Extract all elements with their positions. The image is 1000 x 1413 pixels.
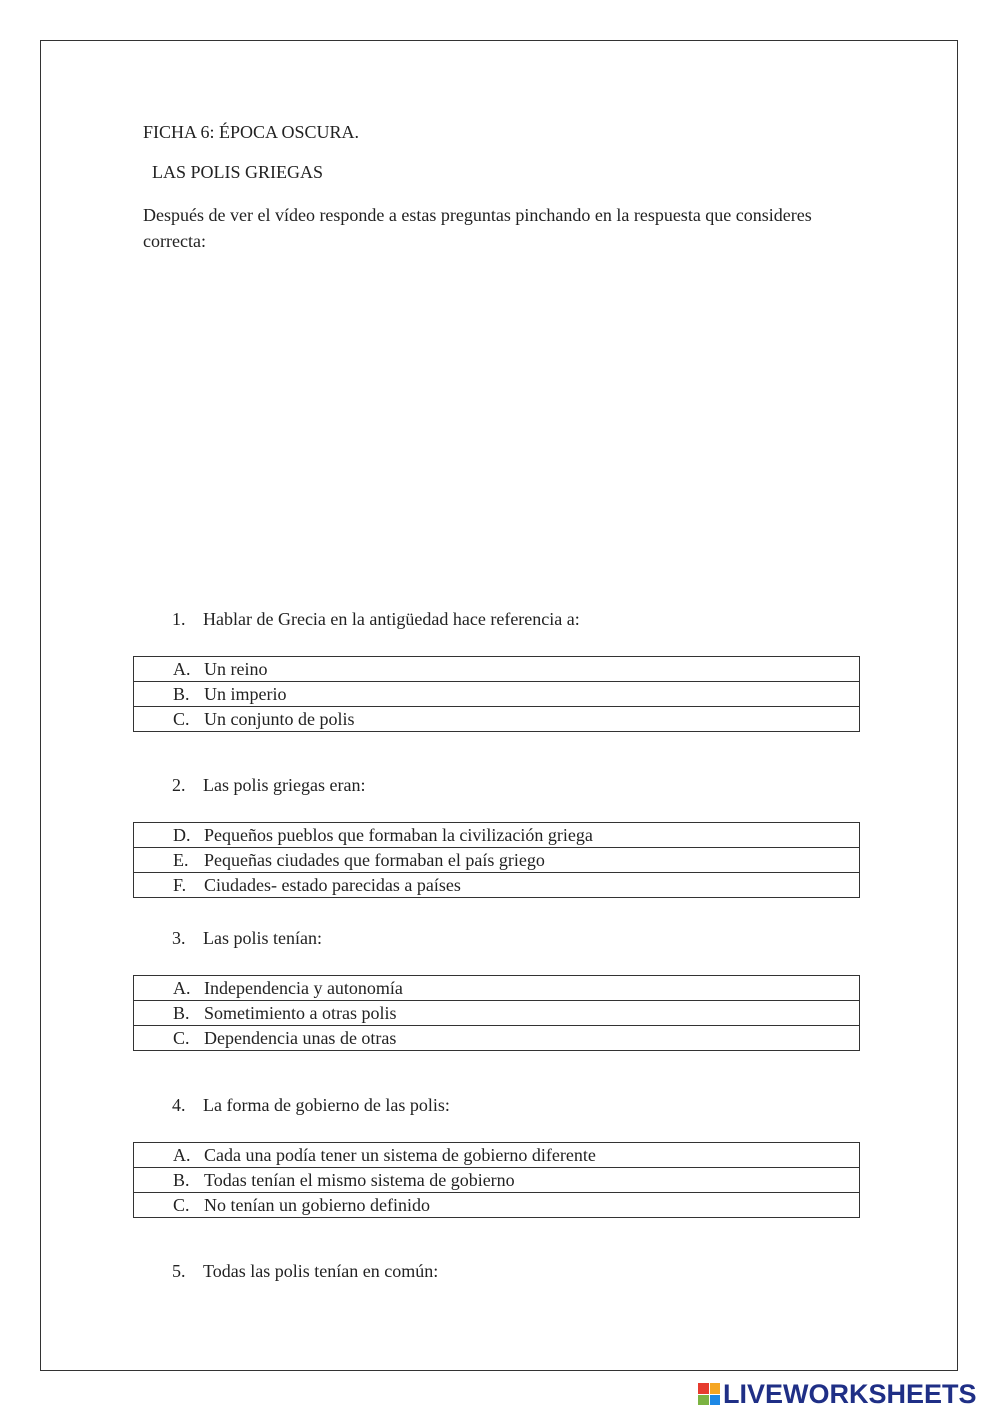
question-text: La forma de gobierno de las polis: <box>203 1095 450 1115</box>
question-text: Hablar de Grecia en la antigüedad hace referencia a: <box>203 609 580 629</box>
answer-option[interactable] <box>134 1168 860 1193</box>
option-text: Pequeños pueblos que formaban la civilización griega <box>204 825 593 845</box>
option-letter: F. <box>173 875 187 895</box>
option-letter: C. <box>173 1028 190 1048</box>
logo-square-icon <box>698 1383 709 1394</box>
liveworksheets-brand[interactable] <box>698 1378 977 1410</box>
logo-square-icon <box>710 1395 721 1406</box>
answer-option[interactable] <box>134 1193 860 1218</box>
liveworksheets-logo-icon <box>698 1383 720 1405</box>
answer-options-2 <box>133 822 860 898</box>
option-text: Todas tenían el mismo sistema de gobierno <box>204 1170 515 1190</box>
option-text: Ciudades- estado parecidas a países <box>204 875 461 895</box>
question-number: 2. <box>172 775 186 795</box>
answer-option[interactable] <box>134 707 860 732</box>
logo-square-icon <box>710 1383 721 1394</box>
option-text: Dependencia unas de otras <box>204 1028 397 1048</box>
answer-option[interactable] <box>134 1143 860 1168</box>
answer-option[interactable] <box>134 1001 860 1026</box>
option-letter: C. <box>173 709 190 729</box>
question-number: 4. <box>172 1095 186 1115</box>
answer-options-4 <box>133 1142 860 1218</box>
question-3 <box>172 927 322 949</box>
question-5 <box>172 1260 438 1282</box>
option-text: Independencia y autonomía <box>204 978 403 998</box>
instructions-text: Después de ver el vídeo responde a estas preguntas pinchando en la respuesta que consideres correcta: <box>143 205 812 251</box>
answer-option[interactable] <box>134 657 860 682</box>
question-1 <box>172 608 580 630</box>
option-text: Un conjunto de polis <box>204 709 355 729</box>
option-text: No tenían un gobierno definido <box>204 1195 430 1215</box>
option-letter: E. <box>173 850 189 870</box>
option-letter: C. <box>173 1195 190 1215</box>
answer-option[interactable] <box>134 873 860 898</box>
worksheet-subtitle: LAS POLIS GRIEGAS <box>152 162 324 182</box>
answer-option[interactable] <box>134 1026 860 1051</box>
option-letter: A. <box>173 978 191 998</box>
answer-option[interactable] <box>134 976 860 1001</box>
question-2 <box>172 774 365 796</box>
option-letter: B. <box>173 684 190 704</box>
logo-square-icon <box>698 1395 709 1406</box>
answer-option[interactable] <box>134 848 860 873</box>
option-letter: A. <box>173 659 191 679</box>
option-text: Un imperio <box>204 684 287 704</box>
option-text: Sometimiento a otras polis <box>204 1003 397 1023</box>
question-4 <box>172 1094 450 1116</box>
option-text: Pequeñas ciudades que formaban el país griego <box>204 850 545 870</box>
option-letter: B. <box>173 1003 190 1023</box>
question-number: 5. <box>172 1261 186 1281</box>
question-number: 3. <box>172 928 186 948</box>
answer-options-1 <box>133 656 860 732</box>
option-text: Un reino <box>204 659 268 679</box>
answer-option[interactable] <box>134 823 860 848</box>
option-text: Cada una podía tener un sistema de gobierno diferente <box>204 1145 596 1165</box>
option-letter: A. <box>173 1145 191 1165</box>
brand-name: LIVEWORKSHEETS <box>723 1378 977 1409</box>
answer-option[interactable] <box>134 682 860 707</box>
answer-options-3 <box>133 975 860 1051</box>
question-text: Las polis griegas eran: <box>203 775 366 795</box>
option-letter: D. <box>173 825 191 845</box>
question-text: Las polis tenían: <box>203 928 322 948</box>
option-letter: B. <box>173 1170 190 1190</box>
question-number: 1. <box>172 609 186 629</box>
worksheet-title: FICHA 6: ÉPOCA OSCURA. <box>143 122 360 142</box>
question-text: Todas las polis tenían en común: <box>203 1261 439 1281</box>
